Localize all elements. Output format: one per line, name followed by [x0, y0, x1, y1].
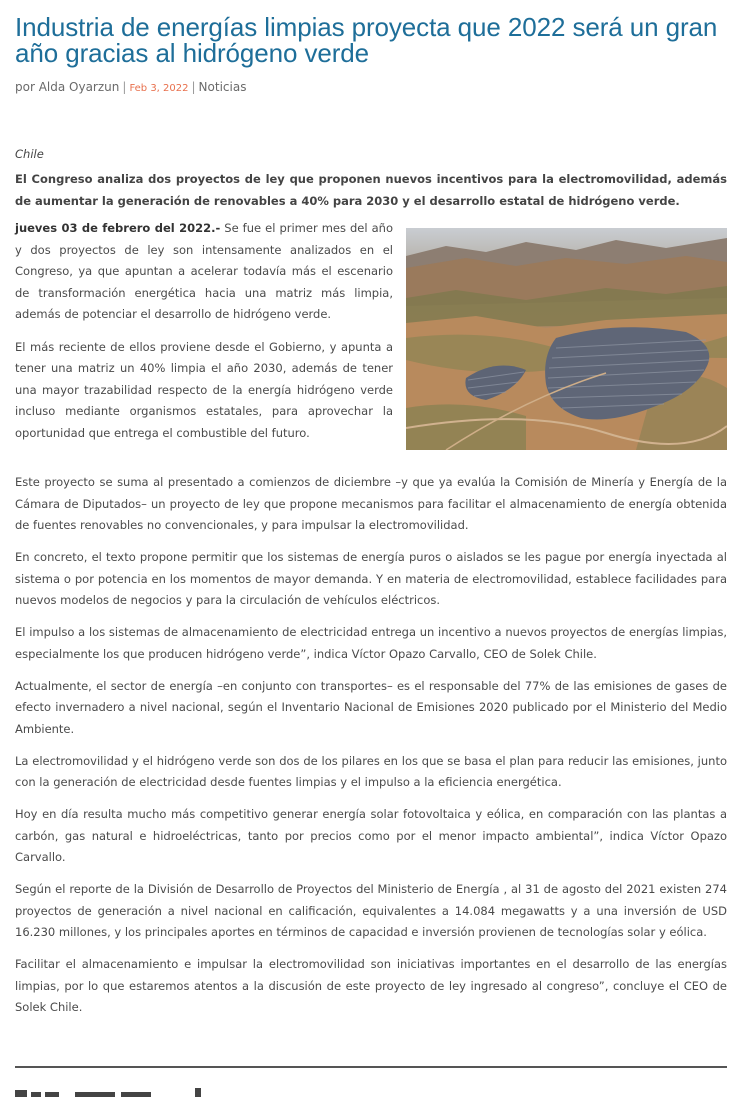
- article-lead: El Congreso analiza dos proyectos de ley que proponen nuevos incentivos para la electromovilidad, además de aumentar la generación de renovables a 40% para 2030 y el desarrollo estatal de hidrógeno verde.: [15, 172, 727, 208]
- meta-separator: |: [191, 80, 196, 94]
- cropped-heading-glyphs: [15, 1086, 215, 1097]
- body-paragraph: El impulso a los sistemas de almacenamiento de electricidad entrega un incentivo a nuevos proyectos de energías limpias, especialmente los que producen hidrógeno verde”, indica Víctor Opazo Carvallo, CEO de Solek Chile.: [15, 625, 727, 661]
- country-label: Chile: [15, 147, 44, 161]
- solar-plant-photo: [406, 228, 727, 450]
- article-title[interactable]: Industria de energías limpias proyecta que 2022 será un gran año gracias al hidrógeno verde: [15, 12, 718, 68]
- body-paragraph: La electromovilidad y el hidrógeno verde son dos de los pilares en los que se basa el plan para reducir las emisiones, junto con la generación de electricidad desde fuentes limpias y el impulso a la eficiencia energética.: [15, 753, 727, 789]
- article-meta: [15, 79, 727, 97]
- next-section-heading-partial: [15, 1086, 215, 1097]
- intro-paragraph-1-text: Se fue el primer mes del año y dos proyectos de ley son intensamente analizados en el Congreso, ya que apuntan a acelerar todavía más el escenario de transformación energética hacia una matriz más limpia, además de potenciar el desarrollo de hidrógeno verde.: [15, 221, 393, 321]
- body-paragraph: Facilitar el almacenamiento e impulsar la electromovilidad son iniciativas importantes en el desarrollo de las energías limpias, por lo que estaremos atentos a la discusión de este proyecto de ley ingresado al congreso”, concluye el CEO de Solek Chile.: [15, 957, 727, 1014]
- body-paragraph: En concreto, el texto propone permitir que los sistemas de energía puros o aislados se les pague por energía inyectada al sistema o por potencia en los momentos de mayor demanda. Y en materia de electromovilidad, establece facilidades para nuevos modelos de negocios y para la circulación de vehículos eléctricos.: [15, 550, 727, 607]
- article: [15, 0, 727, 1029]
- intro-date: jueves 03 de febrero del 2022.-: [15, 221, 221, 235]
- body-paragraph: Este proyecto se suma al presentado a comienzos de diciembre –y que ya evalúa la Comisión de Minería y Energía de la Cámara de Diputados– un proyecto de ley que propone mecanismos para facilitar el almacenamiento de energía obtenida de fuentes renovables no convencionales, y para impulsar la electromovilidad.: [15, 475, 727, 532]
- category-link[interactable]: Noticias: [198, 80, 247, 94]
- body-paragraph: Actualmente, el sector de energía –en conjunto con transportes– es el responsable del 77% de las emisiones de gases de efecto invernadero a nivel nacional, según el Inventario Nacional de Emisiones 2020 publicado por el Ministerio del Medio Ambiente.: [15, 678, 727, 736]
- body-paragraph: Según el reporte de la División de Desarrollo de Proyectos del Ministerio de Energía , al 31 de agosto del 2021 existen 274 proyectos de generación a nivel nacional en calificación, equivalentes a 14.084 megawatts y a una inversión de USD 16.230 millones, y los principales aportes en términos de capacidad e inversión provienen de tecnologías solar y eólica.: [15, 882, 727, 939]
- article-body: [15, 472, 727, 1019]
- intro-block: [15, 218, 727, 472]
- article-divider: [15, 1066, 727, 1068]
- post-date: Feb 3, 2022: [129, 83, 189, 94]
- intro-paragraph-2: El más reciente de ellos proviene desde el Gobierno, y apunta a tener una matriz un 40% limpia el año 2030, además de tener una mayor trazabilidad respecto de la energía hidrógeno verde incluso mediante organismos estatales, para aprovechar la oportunidad que entrega el combustible del futuro.: [15, 339, 393, 440]
- meta-separator: |: [122, 80, 127, 94]
- intro-paragraph-1: [15, 218, 393, 326]
- author-link[interactable]: por Alda Oyarzun: [15, 80, 120, 94]
- body-paragraph: Hoy en día resulta mucho más competitivo generar energía solar fotovoltaica y eólica, en comparación con las plantas a carbón, gas natural e hidroeléctricas, tanto por precios como por el menor impacto ambiental”, indica Víctor Opazo Carvallo.: [15, 807, 727, 864]
- intro-text: [15, 218, 393, 444]
- solar-plant-illustration: [406, 228, 727, 450]
